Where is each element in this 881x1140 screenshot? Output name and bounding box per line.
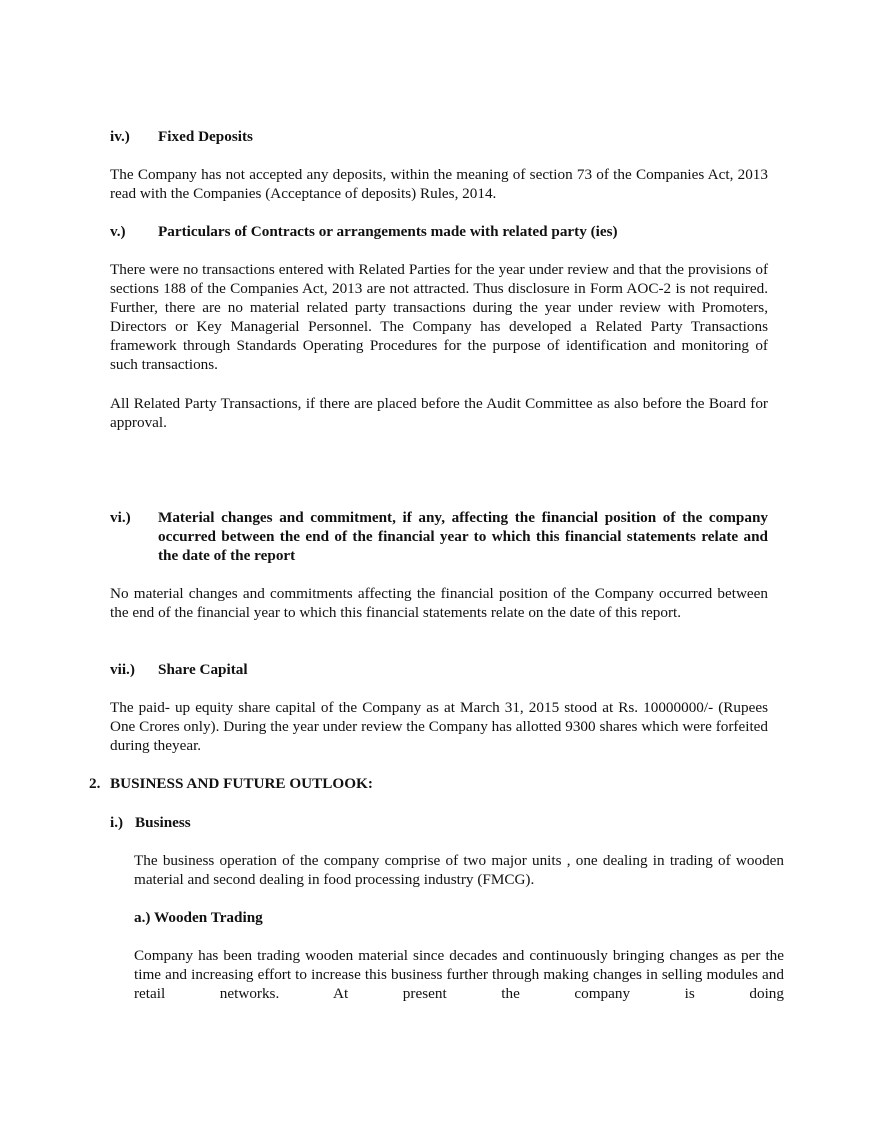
section-title: Particulars of Contracts or arrangements made with related party (ies)	[158, 223, 618, 240]
section-heading-business-outlook	[89, 774, 769, 793]
subsection-title: Wooden Trading	[154, 909, 263, 926]
section-heading-fixed-deposits	[110, 127, 770, 146]
material-changes-paragraph: No material changes and commitments affecting the financial position of the Company occurred between the end of the financial year to which this financial statements relate on the date of this report.	[110, 585, 768, 621]
section-title: BUSINESS AND FUTURE OUTLOOK:	[110, 775, 373, 792]
section-heading-material-changes	[110, 508, 768, 565]
subsection-number: i.)	[110, 814, 124, 831]
share-capital-paragraph: The paid- up equity share capital of the Company as at March 31, 2015 stood at Rs. 10000000/- (Rupees One Crores only). During the year under review the Company has allotted 9300 shares which were forfeited during theyear.	[110, 699, 768, 754]
section-heading-share-capital	[110, 660, 770, 679]
section-number: vi.)	[110, 509, 131, 526]
section-title: Material changes and commitment, if any, affecting the financial position of the company occurred between the end of the financial year to which this financial statements relate and the date of the report	[158, 509, 768, 564]
subsection-title: Business	[135, 814, 191, 831]
section-title: Share Capital	[158, 661, 248, 678]
related-party-paragraph-2: All Related Party Transactions, if there are placed before the Audit Committee as also before the Board for approval.	[110, 395, 768, 431]
fixed-deposits-paragraph: The Company has not accepted any deposits, within the meaning of section 73 of the Companies Act, 2013 read with the Companies (Acceptance of deposits) Rules, 2014.	[110, 166, 768, 202]
section-number: v.)	[110, 223, 126, 240]
subsection-number: a.)	[134, 909, 151, 926]
subsection-heading-wooden-trading	[134, 908, 774, 927]
section-number: vii.)	[110, 661, 135, 678]
section-heading-related-party	[110, 222, 770, 241]
section-number: iv.)	[110, 128, 130, 145]
section-number: 2.	[89, 775, 101, 792]
business-paragraph: The business operation of the company comprise of two major units , one dealing in trading of wooden material and second dealing in food processing industry (FMCG).	[134, 852, 784, 888]
related-party-paragraph-1: There were no transactions entered with Related Parties for the year under review and that the provisions of sections 188 of the Companies Act, 2013 are not attracted. Thus disclosure in Form AOC-2 is not required. Further, there are no material related party transactions during the year under review with Promoters, Directors or Key Managerial Personnel. The Company has developed a Related Party Transactions framework through Standards Operating Procedures for the purpose of identification and monitoring of such transactions.	[110, 261, 768, 373]
subsection-heading-business	[110, 813, 770, 832]
wooden-trading-paragraph: Company has been trading wooden material since decades and continuously bringing changes as per the time and increasing effort to increase this business further through making changes in selling modules and retail networks. At present the company is doing	[134, 947, 784, 1002]
section-title: Fixed Deposits	[158, 128, 253, 145]
